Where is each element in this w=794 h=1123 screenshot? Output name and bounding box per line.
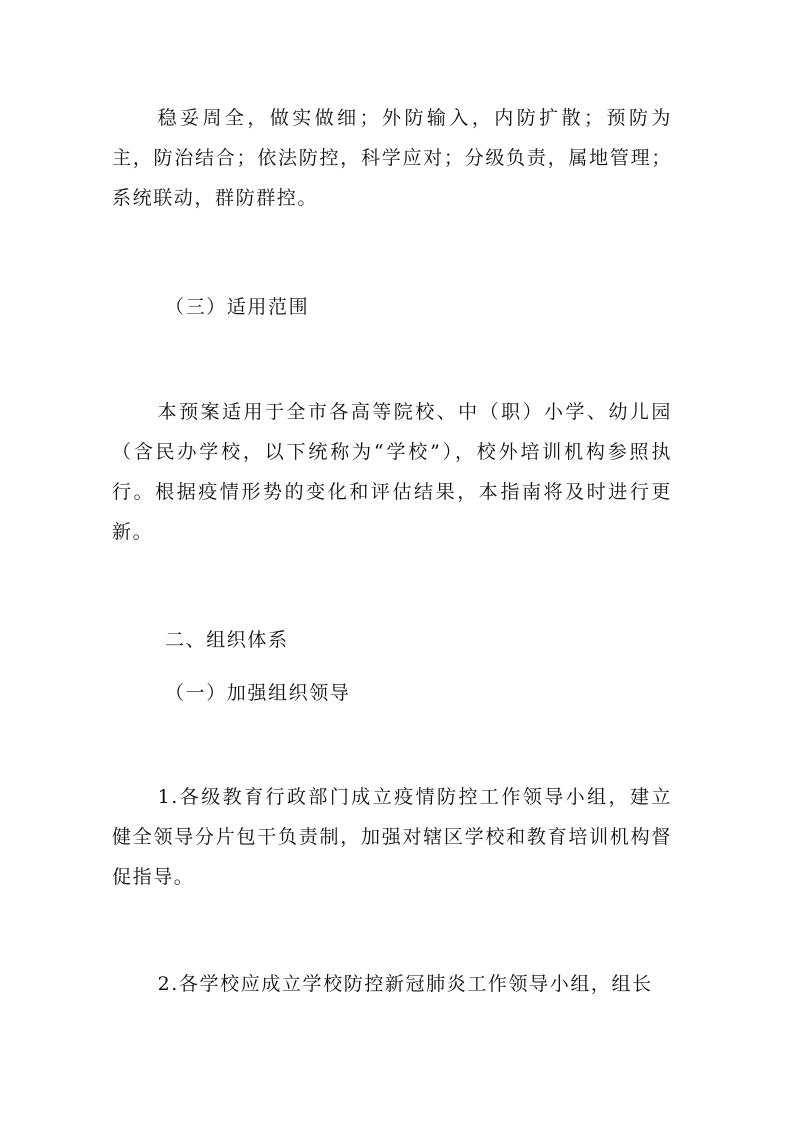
subsection-heading-leadership: （一）加强组织领导 xyxy=(165,682,351,704)
section-heading-scope: （三）适用范围 xyxy=(165,296,310,318)
list-item-2: 2.各学校应成立学校防控新冠肺炎工作领导小组，组长 xyxy=(157,973,653,995)
section-heading-org-system: 二、组织体系 xyxy=(165,629,289,651)
list-item-1: 1.各级教育行政部门成立疫情防控工作领导小组，建立健全领导分片包干负责制，加强对辖区学校和教育培训机构督促指导。 xyxy=(112,786,672,888)
paragraph-scope: 本预案适用于全市各高等院校、中（职）小学、幼儿园（含民办学校，以下统称为“学校”），校外培训机构参照执行。根据疫情形势的变化和评估结果，本指南将及时进行更新。 xyxy=(112,401,672,543)
paragraph-principles: 稳妥周全，做实做细；外防输入，内防扩散；预防为主，防治结合；依法防控，科学应对；分级负责，属地管理；系统联动，群防群控。 xyxy=(112,107,672,209)
